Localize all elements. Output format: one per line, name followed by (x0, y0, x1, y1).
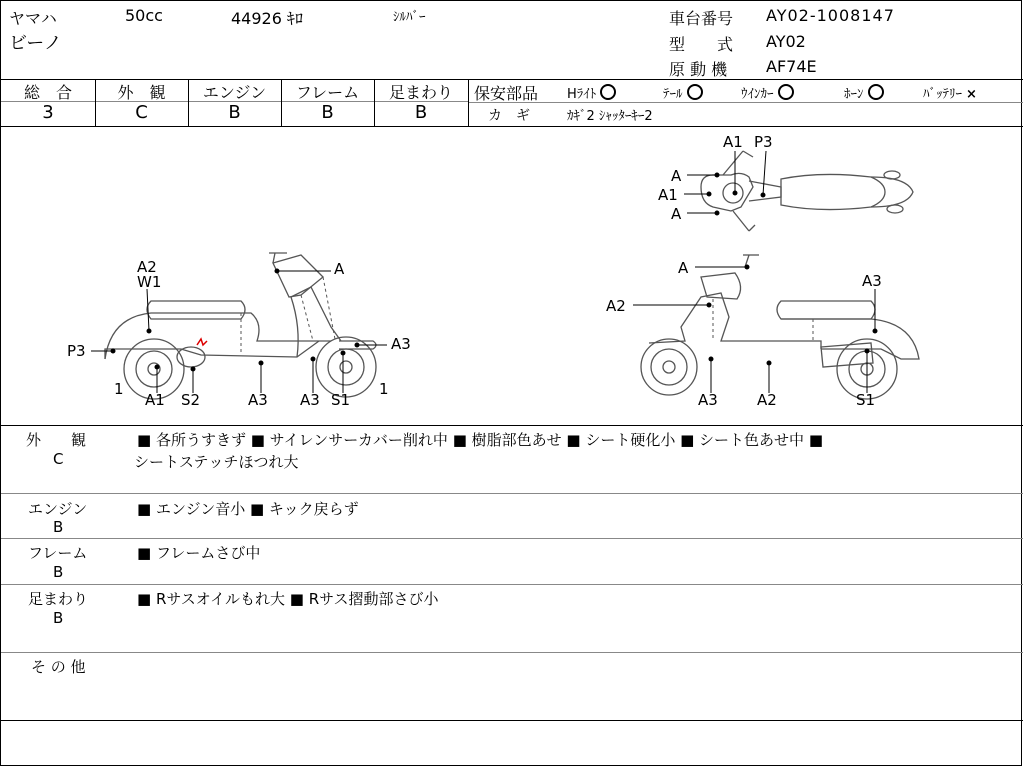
key-label: カ ギ (488, 108, 530, 124)
remarks-suspension-line: ■ Rサスオイルもれ大 ■ Rサス摺動部さび小 (137, 590, 439, 608)
remarks-frame-grade: B (53, 563, 64, 581)
diagram-label: P3 (67, 342, 86, 360)
overall-grade-value: 3 (42, 102, 54, 123)
remarks-rule (1, 538, 1023, 539)
winker-label: ｳｲﾝｶｰ (741, 87, 774, 102)
mileage: 44926 ｷﾛ (231, 9, 303, 28)
remarks-frame-line: ■ フレームさび中 (137, 544, 261, 562)
diagram-label: A2 (137, 258, 157, 276)
key-value: ｶｷﾞ2 ｼｬｯﾀｰｷｰ2 (567, 109, 653, 124)
safety-mid-rule (468, 102, 1023, 103)
diagram-label: A (671, 167, 682, 185)
frame-grade-label: フレーム (295, 83, 360, 102)
remarks-frame-label: フレーム (28, 544, 88, 562)
frame-number-value: AY02-1008147 (766, 6, 895, 25)
exterior-grade-label: 外 観 (117, 83, 166, 102)
diagram-label: A3 (862, 272, 882, 290)
top-view-scooter (701, 151, 913, 231)
remarks-exterior-line2: シートステッチほつれ大 (134, 453, 299, 471)
remarks-engine-line: ■ エンジン音小 ■ キック戻らず (137, 500, 359, 518)
ok-circle-icon (868, 84, 884, 100)
diagram-label: A2 (757, 391, 777, 409)
diagram-label: A3 (391, 335, 411, 353)
remarks-rule (1, 584, 1023, 585)
diagram-label: A (671, 205, 682, 223)
battery-label: ﾊﾞｯﾃﾘｰ (923, 87, 962, 102)
model-type-label: 型 式 (669, 35, 734, 54)
grade-divider (468, 79, 469, 126)
suspension-grade-label: 足まわり (388, 83, 453, 102)
remarks-exterior-label: 外 観 (26, 431, 87, 449)
body-color: ｼﾙﾊﾞｰ (393, 10, 426, 25)
red-mark-icon (197, 339, 207, 345)
diagram-label: A2 (606, 297, 626, 315)
exterior-grade-value: C (135, 102, 148, 123)
maker-name: ヤマハ (9, 9, 57, 28)
diagram-label: A3 (300, 391, 320, 409)
model-name: ビーノ (9, 33, 62, 54)
model-type-value: AY02 (766, 32, 806, 51)
diagram-label: A (678, 259, 689, 277)
remarks-rule (1, 652, 1023, 653)
safety-winker (741, 83, 794, 102)
engine-type-value: AF74E (766, 57, 817, 76)
engine-grade-value: B (228, 102, 241, 123)
remarks-top-rule (1, 425, 1023, 426)
remarks-exterior-grade: C (53, 450, 64, 468)
suspension-grade-value: B (414, 102, 428, 123)
diagram-label: A1 (145, 391, 165, 409)
remarks-engine-grade: B (53, 518, 64, 536)
diagram-label: S2 (181, 391, 201, 409)
safety-battery (923, 83, 977, 102)
diagram-label: W1 (137, 273, 162, 291)
safety-horn (844, 83, 884, 102)
diagram-label: 1 (379, 380, 389, 398)
engine-type-label: 原 動 機 (669, 60, 728, 79)
diagram-label: P3 (754, 133, 773, 151)
safety-headlight (567, 83, 616, 102)
diagram-label: A3 (248, 391, 268, 409)
battery-ng-mark: × (966, 87, 977, 102)
diagram-label: A (334, 260, 345, 278)
tail-label: ﾃｰﾙ (663, 87, 683, 102)
horn-label: ﾎｰﾝ (844, 87, 864, 102)
remarks-bottom-rule (1, 720, 1023, 721)
diagram-label: A3 (698, 391, 718, 409)
remarks-exterior-line1: ■ 各所うすきず ■ サイレンサーカバー削れ中 ■ 樹脂部色あせ ■ シート硬化小 ■ シート色あせ中 ■ (137, 431, 823, 449)
overall-grade-label: 総 合 (23, 83, 72, 102)
diagram-label: A1 (723, 133, 743, 151)
remarks-engine-label: エンジン (28, 500, 88, 518)
safety-parts-label: 保安部品 (474, 84, 539, 103)
remarks-suspension-grade: B (53, 609, 64, 627)
scooter-damage-diagram (1, 127, 1023, 425)
ok-circle-icon (687, 84, 703, 100)
engine-grade-label: エンジン (202, 83, 267, 102)
diagram-label: S1 (331, 391, 351, 409)
frame-grade-value: B (321, 102, 334, 123)
remarks-other-label: そ の 他 (31, 658, 86, 676)
frame-number-label: 車台番号 (669, 9, 734, 28)
ok-circle-icon (600, 84, 616, 100)
diagram-label: 1 (114, 380, 124, 398)
ok-circle-icon (778, 84, 794, 100)
diagram-label: S1 (856, 391, 876, 409)
safety-tail (663, 83, 703, 102)
remarks-suspension-label: 足まわり (28, 590, 89, 608)
headlight-label: Hﾗｲﾄ (567, 87, 597, 102)
diagram-label: A1 (658, 186, 678, 204)
remarks-rule (1, 493, 1023, 494)
displacement: 50cc (125, 6, 163, 25)
